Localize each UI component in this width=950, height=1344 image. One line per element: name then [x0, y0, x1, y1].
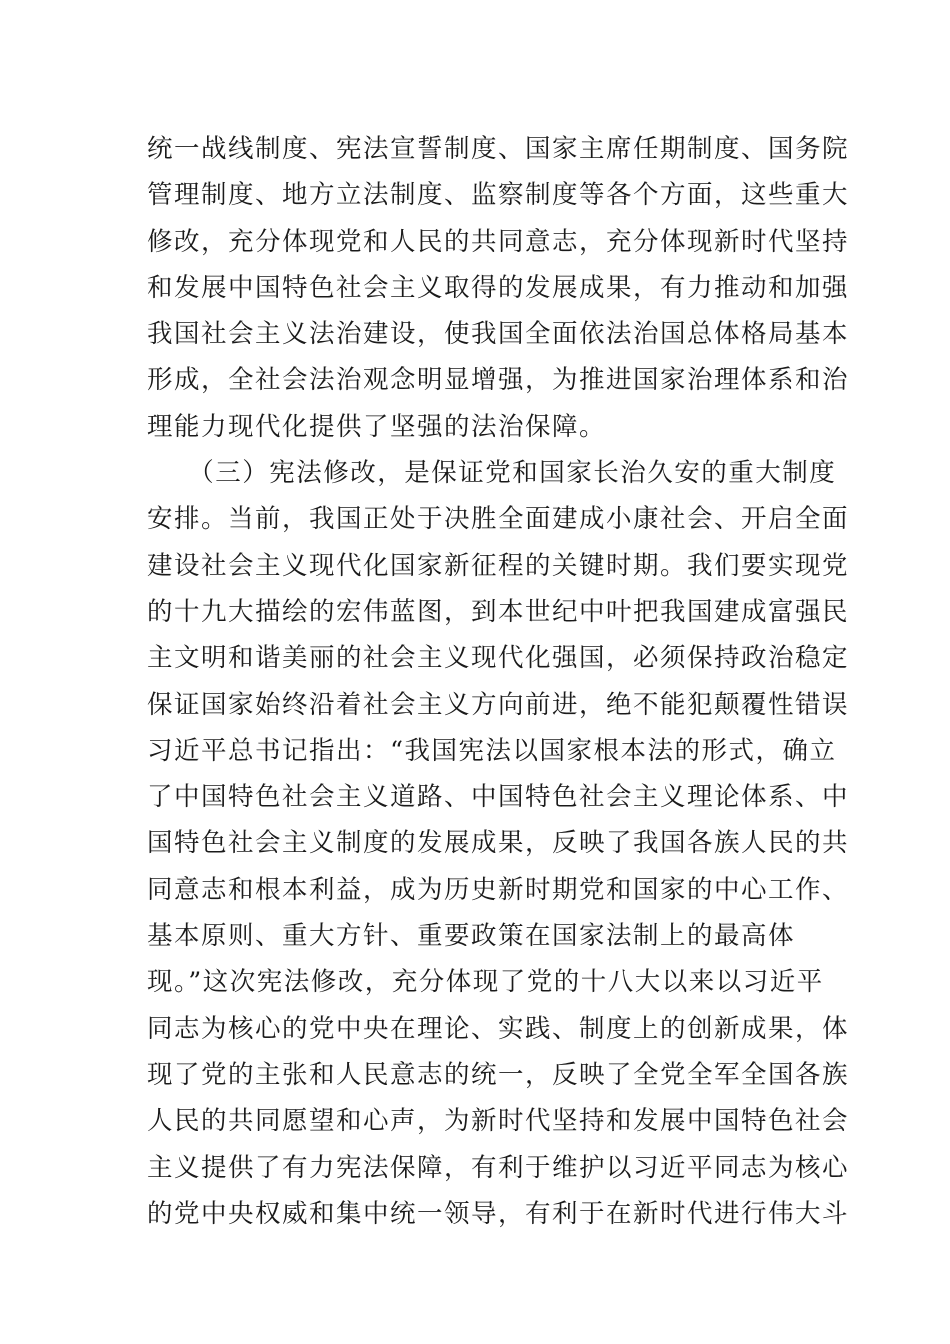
- text-line: 习近平总书记指出：“我国宪法以国家根本法的形式，确立: [147, 735, 837, 766]
- text-line: 我国社会主义法治建设，使我国全面依法治国总体格局基本: [147, 319, 850, 350]
- text-line: 基本原则、重大方针、重要政策在国家法制上的最高体: [147, 921, 796, 952]
- text-line: 理能力现代化提供了坚强的法治保障。: [147, 411, 607, 442]
- text-line: 建设社会主义现代化国家新征程的关键时期。我们要实现党: [147, 550, 850, 581]
- text-line: 的党中央权威和集中统一领导，有利于在新时代进行伟大斗: [147, 1198, 850, 1229]
- text-line: 的十九大描绘的宏伟蓝图，到本世纪中叶把我国建成富强民: [147, 596, 850, 627]
- text-line: 管理制度、地方立法制度、监察制度等各个方面，这些重大: [147, 180, 850, 211]
- text-line: 同意志和根本利益，成为历史新时期党和国家的中心工作、: [147, 874, 850, 905]
- text-line: 形成，全社会法治观念明显增强，为推进国家治理体系和治: [147, 365, 850, 396]
- body-text: [147, 126, 850, 1237]
- text-line: 和发展中国特色社会主义取得的发展成果，有力推动和加强: [147, 272, 850, 303]
- text-line: 国特色社会主义制度的发展成果，反映了我国各族人民的共: [147, 828, 850, 859]
- text-line: 统一战线制度、宪法宣誓制度、国家主席任期制度、国务院: [147, 134, 850, 164]
- text-line: 现了党的主张和人民意志的统一，反映了全党全军全国各族: [147, 1059, 850, 1090]
- text-line: 主义提供了有力宪法保障，有利于维护以习近平同志为核心: [147, 1152, 850, 1183]
- text-line: 主文明和谐美丽的社会主义现代化强国，必须保持政治稳定: [147, 643, 850, 674]
- text-line: 了中国特色社会主义道路、中国特色社会主义理论体系、中: [147, 782, 850, 813]
- text-line: 人民的共同愿望和心声，为新时代坚持和发展中国特色社会: [147, 1106, 850, 1137]
- text-line: 同志为核心的党中央在理论、实践、制度上的创新成果，体: [147, 1013, 850, 1044]
- text-line: 保证国家始终沿着社会主义方向前进，绝不能犯颠覆性错误: [147, 689, 850, 720]
- text-line: 安排。当前，我国正处于决胜全面建成小康社会、开启全面: [147, 504, 850, 535]
- text-line: 修改，充分体现党和人民的共同意志，充分体现新时代坚持: [147, 226, 850, 257]
- text-line: （三）宪法修改，是保证党和国家长治久安的重大制度: [147, 458, 837, 489]
- text-line: 现。”这次宪法修改，充分体现了党的十八大以来以习近平: [147, 967, 824, 998]
